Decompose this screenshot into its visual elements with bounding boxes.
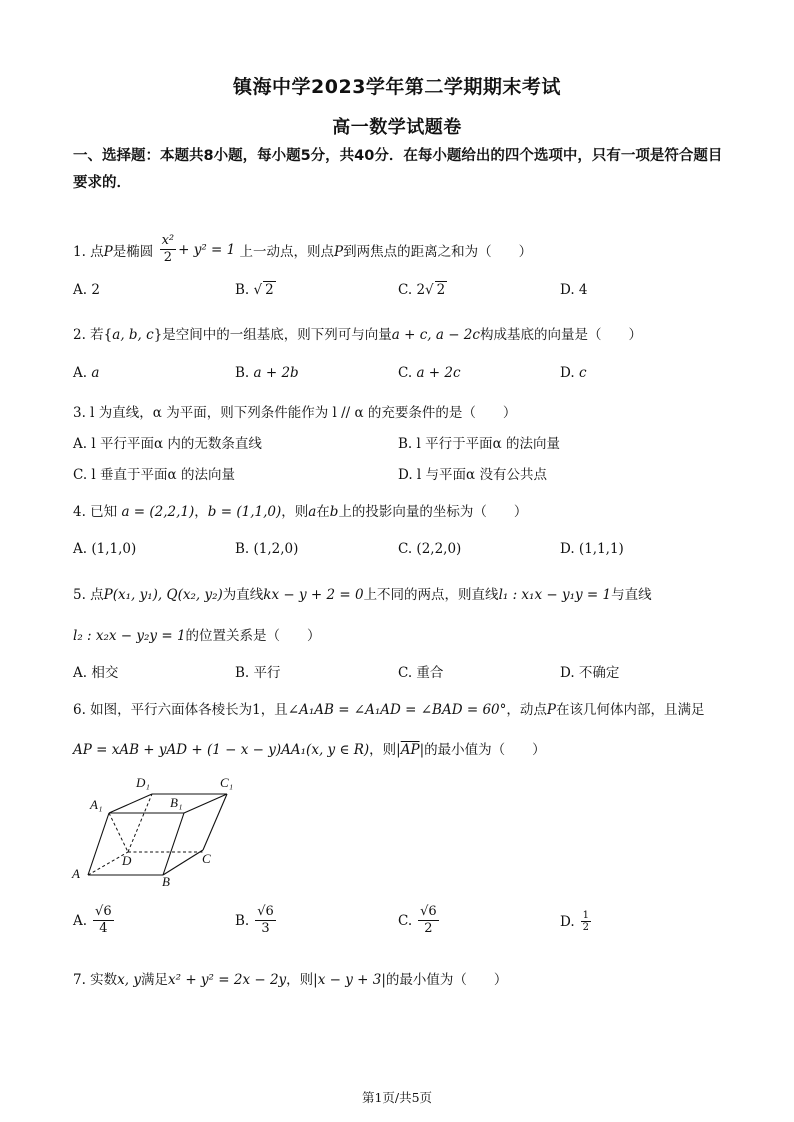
svg-text:B [162, 874, 170, 887]
q5-option-d: D. 不确定 [560, 665, 620, 681]
q1-option-d: D. 4 [560, 282, 588, 298]
q2-option-d: D. c [560, 365, 587, 381]
q3-option-b: B. l 平行于平面α 的法向量 [398, 436, 561, 452]
label-a1: A₁ [90, 797, 103, 812]
q3-option-d: D. l 与平面α 没有公共点 [398, 467, 547, 483]
exam-title: 镇海中学2023学年第二学期期末考试 [233, 76, 561, 98]
q5-option-b: B. 平行 [235, 665, 281, 681]
svg-text:B₁ [170, 795, 182, 810]
parallelepiped-figure [70, 772, 240, 887]
q4-option-a: A. (1,1,0) [73, 541, 137, 557]
q6-option-c: C. $\frac{√6}{2}$ [398, 904, 437, 936]
question-3: 3. l 为直线，α 为平面，则下列条件能作为 l // α 的充要条件的是（ ） [73, 405, 517, 421]
label-d1: D₁ [136, 775, 150, 790]
label-c1: C₁ [220, 775, 234, 790]
label-d: D [122, 853, 132, 868]
q2-option-b: B. a + 2b [235, 365, 299, 381]
svg-text:C₁ [220, 775, 233, 790]
question-1: 1. 点P是椭圆 $\frac{\text{x²}}{2}$ + y² = 1 上一动点，则点P到两焦点的距离之和为（ ） [73, 233, 533, 265]
label-a: A [72, 866, 80, 881]
q6-option-a: A. $\frac{√6}{4}$ [73, 904, 112, 936]
q5-option-a: A. 相交 [73, 665, 119, 681]
svg-text:D [121, 853, 132, 868]
q2-option-c: C. a + 2c [398, 365, 461, 381]
q2-option-a: A. a [73, 365, 100, 381]
q6-option-b: B. $\frac{√6}{3}$ [235, 904, 274, 936]
label-b1: B₁ [170, 795, 183, 810]
label-c: C [202, 851, 211, 866]
page-footer: 第1页/共5页 [361, 1090, 433, 1105]
q4-option-b: B. (1,2,0) [235, 541, 299, 557]
q5-option-c: C. 重合 [398, 665, 444, 681]
q3-option-a: A. l 平行平面α 内的无数条直线 [73, 436, 262, 452]
label-b: B [162, 874, 170, 887]
svg-text:D₁ [135, 775, 150, 790]
q1-option-c: C. 2√ 2 [398, 282, 446, 298]
question-7: 7. 实数x, y满足x² + y² = 2x − 2y，则|x − y + 3|的最小值为（ ） [73, 972, 508, 988]
q6-option-d: D. $\frac{1}{2}$ [560, 910, 590, 933]
svg-text:C [202, 851, 211, 866]
question-4: 4. 已知 a = (2,2,1)，b = (1,1,0)，则a在b上的投影向量的坐标为（ ） [73, 504, 528, 520]
q3-option-c: C. l 垂直于平面α 的法向量 [73, 467, 235, 483]
section-heading: 一、选择题：本题共8小题，每小题5分，共40分．在每小题给出的四个选项中，只有一项是符合题目要求的． [73, 148, 723, 191]
q1-option-a: A. 2 [73, 282, 100, 298]
question-6-line-2: AP = xAB + yAD + (1 − x − y)AA₁(x, y ∈ R)，则$|\overline{AP}|$的最小值为（ ） [73, 742, 546, 758]
exam-subtitle: 高一数学试题卷 [332, 117, 462, 138]
question-6-line-1: 6. 如图，平行六面体各棱长为1，且∠A₁AB = ∠A₁AD = ∠BAD = 60°，动点P在该几何体内部，且满足 [73, 702, 705, 718]
question-5-line-2: l₂ : x₂x − y₂y = 1的位置关系是（ ） [73, 628, 321, 644]
question-2: 2. 若{a, b, c}是空间中的一组基底，则下列可与向量a + c, a − 2c构成基底的向量是（ ） [73, 327, 642, 343]
q4-option-d: D. (1,1,1) [560, 541, 624, 557]
svg-text:A [71, 866, 80, 881]
svg-text:A₁ [89, 797, 102, 812]
question-5-line-1: 5. 点P(x₁, y₁), Q(x₂, y₂)为直线kx − y + 2 = 0上不同的两点，则直线l₁ : x₁x − y₁y = 1与直线 [73, 587, 652, 603]
q1-option-b: B. √ 2 [235, 282, 274, 298]
q4-option-c: C. (2,2,0) [398, 541, 462, 557]
